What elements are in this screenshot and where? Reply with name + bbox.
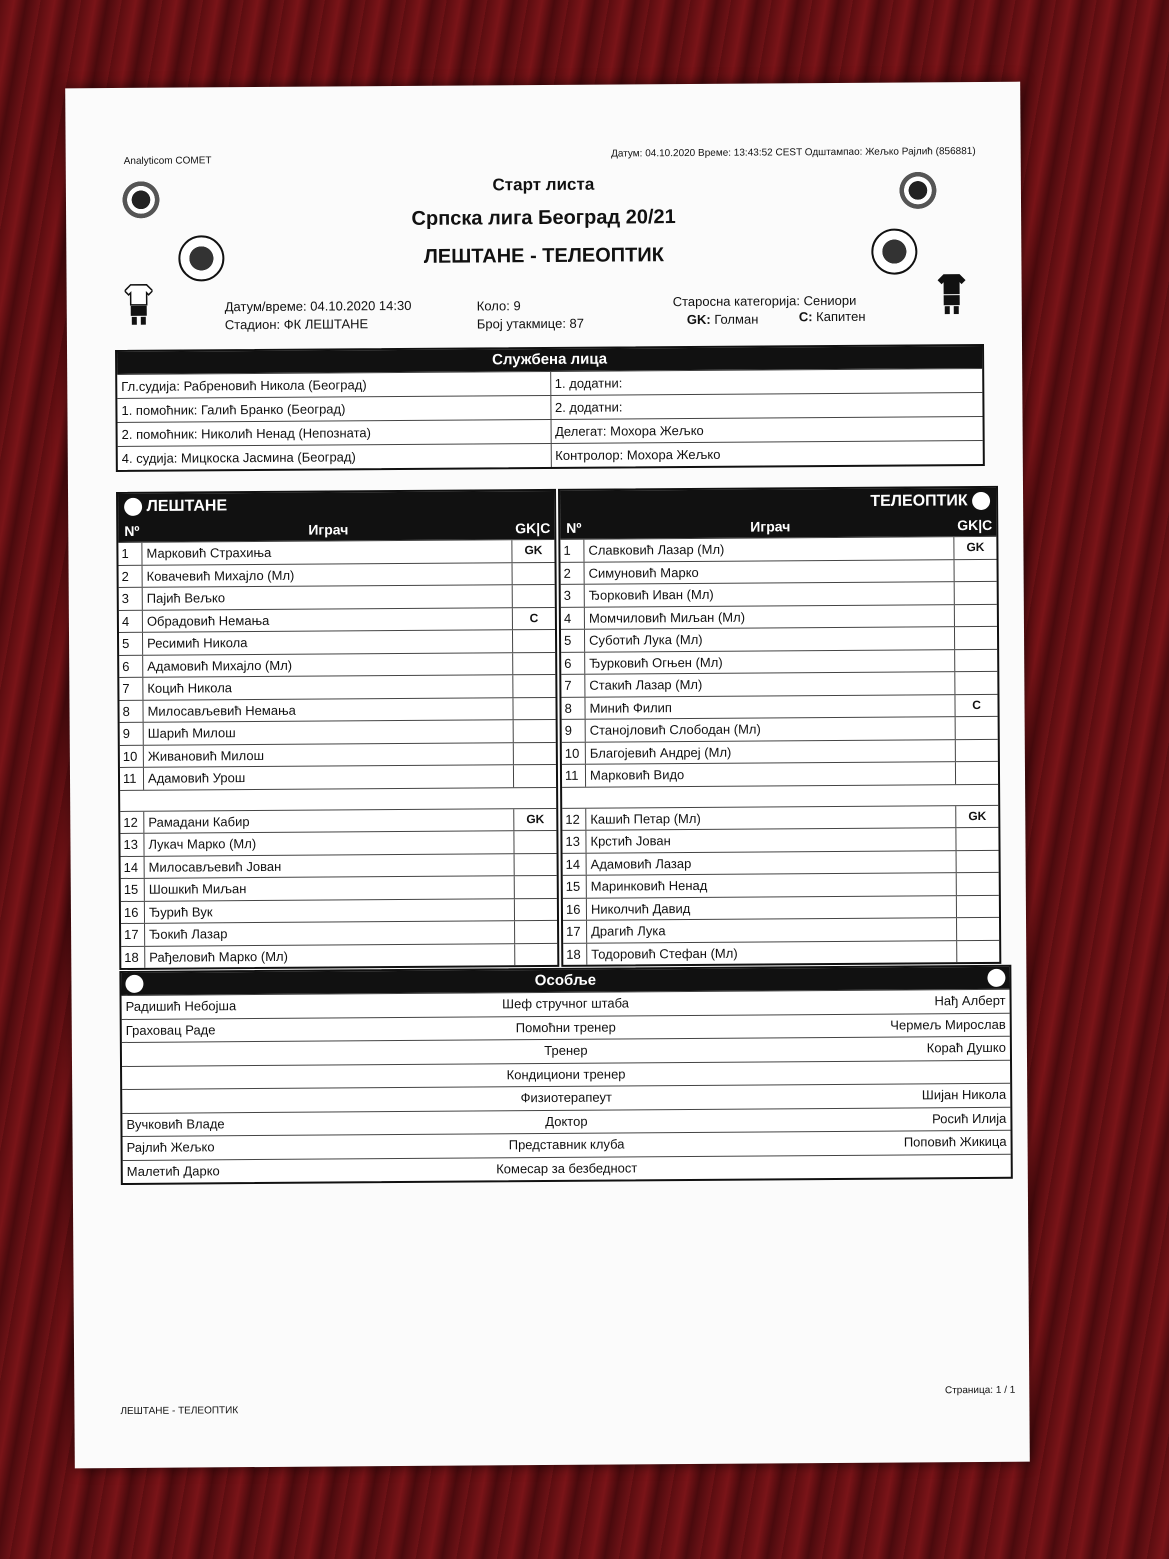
player-name: Адамовић Урош (144, 765, 514, 789)
officials-table (115, 344, 985, 472)
player-number: 12 (120, 811, 144, 833)
player-name: Минић Филип (585, 695, 955, 719)
player-role (513, 562, 555, 584)
away-team-header (560, 488, 996, 539)
player-name: Ђурковић Огњен (Мл) (585, 650, 955, 674)
staff-home-person (122, 1064, 419, 1089)
player-name: Адамовић Лазар (587, 851, 957, 875)
staff-home-person: Вучковић Владе (126, 1115, 225, 1132)
player-number: 8 (561, 697, 585, 719)
player-row (121, 920, 557, 946)
footer-match: ЛЕШТАНЕ - ТЕЛЕОПТИК (120, 1405, 239, 1417)
staff-role: Комесар за безбедност (496, 1159, 638, 1176)
staff-role: Доктор (545, 1113, 588, 1129)
player-name: Рађеловић Марко (Мл) (145, 944, 515, 968)
away-starters-list (560, 536, 998, 787)
player-name: Рамадани Кабир (144, 809, 514, 833)
player-name: Тодоровић Стефан (Мл) (587, 941, 957, 965)
player-row (120, 719, 556, 745)
player-row (119, 629, 555, 655)
player-name: Шошкић Миљан (145, 876, 515, 900)
player-row (561, 648, 997, 674)
player-name: Маринковић Ненад (587, 873, 957, 897)
player-row (121, 852, 557, 878)
player-number: 14 (563, 853, 587, 875)
away-subs-list (562, 804, 999, 965)
player-name: Коцић Никола (143, 675, 513, 699)
legend-captain (799, 309, 866, 324)
home-team-table (116, 489, 559, 970)
player-role (957, 918, 999, 940)
start-list-sheet (65, 82, 1030, 1469)
staff-home-person: Радишић Небојша (125, 998, 237, 1014)
official-left-4: 4. судија: Мицкоска Јасмина (Београд) (118, 443, 551, 470)
player-role (513, 630, 555, 652)
home-starters-list (118, 539, 556, 790)
player-role (514, 742, 556, 764)
player-name: Благојевић Андреј (Мл) (586, 740, 956, 764)
player-role: C (972, 697, 981, 712)
staff-home-person: Граховац Раде (125, 1021, 216, 1038)
player-number: 7 (561, 675, 585, 697)
player-role (957, 895, 999, 917)
away-gap (562, 783, 998, 807)
legend-c-label: C: (798, 309, 813, 325)
home-gap (120, 786, 556, 810)
staff-role: Шеф стручног штаба (502, 995, 630, 1012)
player-name: Кашић Петар (Мл) (586, 806, 956, 830)
player-row (563, 894, 999, 920)
home-team-header (118, 491, 554, 542)
staff-role: Кондициони тренер (506, 1065, 626, 1082)
player-name: Лукач Марко (Мл) (144, 831, 514, 855)
player-role: GK (524, 543, 543, 558)
player-name: Ресимић Никола (143, 630, 513, 654)
player-number: 3 (561, 585, 585, 607)
player-row (119, 561, 555, 587)
player-role (515, 876, 557, 898)
player-role (955, 604, 997, 626)
player-role (513, 652, 555, 674)
player-row (561, 693, 997, 719)
staff-away-person: Кораћ Душко (926, 1039, 1006, 1056)
away-col-no: Nº (566, 519, 582, 536)
player-name: Адамовић Михајло (Мл) (143, 653, 513, 677)
official-right-1: 1. додатни: (550, 368, 983, 395)
player-role (514, 765, 556, 787)
legend-c-text: Капитен (816, 308, 866, 325)
match-title: ЛЕШТАНЕ - ТЕЛЕОПТИК (423, 244, 664, 268)
player-number: 16 (121, 901, 145, 923)
player-number: 17 (121, 924, 145, 946)
player-role: GK (966, 539, 985, 555)
player-role (513, 585, 555, 607)
player-number: 1 (560, 540, 584, 562)
staff-away-person: Чермељ Мирослав (890, 1016, 1006, 1033)
player-row (563, 872, 999, 898)
match-round: Коло: 9 (476, 298, 521, 314)
document-title: Старт листа (492, 174, 595, 195)
player-name: Суботић Лука (Мл) (585, 627, 955, 651)
player-name: Милосављевић Јован (145, 854, 515, 878)
player-role (514, 720, 556, 742)
player-row (119, 606, 555, 632)
player-row (561, 671, 997, 697)
footer-page: Страница: 1 / 1 (944, 1384, 1016, 1397)
player-name: Крстић Јован (586, 828, 956, 852)
away-col-player: Играч (750, 518, 791, 535)
staff-role: Помоћни тренер (515, 1019, 616, 1035)
player-name: Стакић Лазар (Мл) (585, 672, 955, 696)
player-role (955, 582, 997, 604)
staff-away-person: Росић Илија (932, 1110, 1007, 1126)
staff-home-person (122, 1088, 419, 1113)
player-row (119, 651, 555, 677)
player-number: 12 (562, 808, 586, 830)
player-name: Ковачевић Михајло (Мл) (143, 563, 513, 587)
away-mini-logo-icon (972, 492, 990, 510)
player-number: 4 (119, 610, 143, 632)
player-role (955, 649, 997, 671)
legend-gk-text: Голман (714, 311, 759, 327)
player-row (561, 558, 997, 584)
header-brand: Analyticom COMET (123, 155, 212, 167)
staff-home-person: Рајлић Жељко (126, 1139, 215, 1155)
match-datetime: Датум/време: 04.10.2020 14:30 (224, 297, 412, 315)
player-name: Пајић Вељко (143, 585, 513, 609)
staff-home-logo-icon (125, 975, 143, 993)
staff-away-person (713, 1060, 1010, 1085)
player-name: Момчиловић Миљан (Мл) (585, 605, 955, 629)
player-name: Станојловић Слободан (Мл) (586, 717, 956, 741)
official-right-2: 2. додатни: (550, 392, 983, 419)
player-name: Милосављевић Немања (143, 698, 513, 722)
player-role (955, 672, 997, 694)
staff-rows (122, 989, 1011, 1183)
player-role: C (529, 610, 539, 625)
player-name: Живановић Милош (144, 743, 514, 767)
official-right-4: Контролор: Мохора Жељко (550, 440, 983, 467)
player-row (119, 584, 555, 610)
player-name: Славковић Лазар (Мл) (584, 537, 954, 561)
away-team-name: ТЕЛЕОПТИК (870, 492, 968, 510)
legend-gk-label: GK: (686, 311, 711, 328)
player-role (956, 717, 998, 739)
player-number: 8 (119, 700, 143, 722)
official-left-1: Гл.судија: Рабреновић Никола (Београд) (117, 371, 550, 398)
player-number: 6 (119, 655, 143, 677)
home-col-gkc: GK|C (515, 519, 551, 537)
player-name: Ђорковић Иван (Мл) (585, 582, 955, 606)
player-role (515, 943, 557, 965)
player-name: Николчић Давид (587, 896, 957, 920)
player-name: Ђурић Вук (145, 899, 515, 923)
player-number: 14 (121, 856, 145, 878)
player-role (955, 627, 997, 649)
official-left-2: 1. помоћник: Галић Бранко (Београд) (117, 395, 550, 422)
home-col-player: Играч (308, 521, 349, 538)
player-number: 6 (561, 652, 585, 674)
player-name: Марковић Видо (586, 762, 956, 786)
player-row (563, 917, 999, 943)
officials-title: Службена лица (117, 346, 982, 374)
player-role (515, 853, 557, 875)
home-subs-list (120, 807, 557, 968)
staff-away-person: Поповић Жикица (903, 1133, 1007, 1150)
player-role (957, 940, 999, 962)
player-name: Марковић Страхиња (142, 540, 512, 564)
legend-gk (687, 312, 759, 327)
home-team-name: ЛЕШТАНЕ (146, 497, 228, 516)
player-number: 4 (561, 607, 585, 629)
player-role (514, 831, 556, 853)
header-print-info: Датум: 04.10.2020 Време: 13:43:52 CEST Одштампао: Жељко Рајлић (856881) (611, 145, 976, 160)
player-role: GK (968, 808, 987, 823)
away-team-table (558, 486, 1001, 967)
player-row (561, 581, 997, 607)
player-role (513, 697, 555, 719)
match-stadium: Стадион: ФК ЛЕШТАНЕ (224, 316, 369, 333)
player-number: 13 (120, 834, 144, 856)
player-name: Симуновић Марко (585, 560, 955, 584)
player-number: 11 (120, 768, 144, 790)
player-number: 9 (562, 720, 586, 742)
player-role (515, 921, 557, 943)
player-role (955, 559, 997, 581)
player-row (120, 807, 556, 833)
player-row (120, 741, 556, 767)
player-number: 16 (563, 898, 587, 920)
away-col-gkc: GK|C (957, 516, 993, 534)
player-number: 7 (119, 678, 143, 700)
home-mini-logo-icon (124, 498, 142, 516)
staff-away-logo-icon (987, 969, 1005, 987)
player-role (513, 675, 555, 697)
player-number: 2 (561, 562, 585, 584)
player-number: 10 (120, 745, 144, 767)
player-row (560, 536, 996, 562)
player-number: 10 (562, 742, 586, 764)
competition-title: Српска лига Београд 20/21 (411, 206, 676, 230)
player-number: 9 (120, 723, 144, 745)
official-left-3: 2. помоћник: Николић Ненад (Непозната) (118, 419, 551, 446)
player-row (121, 875, 557, 901)
player-row (562, 761, 998, 787)
player-number: 5 (561, 630, 585, 652)
player-number: 2 (119, 565, 143, 587)
player-row (119, 696, 555, 722)
player-row (561, 626, 997, 652)
staff-role: Физиотерапеут (520, 1089, 612, 1106)
player-row (120, 764, 556, 790)
player-role: GK (526, 811, 545, 826)
player-number: 17 (563, 921, 587, 943)
staff-title: Особље (534, 971, 597, 990)
player-row (562, 827, 998, 853)
player-row (119, 674, 555, 700)
player-row (121, 942, 557, 968)
player-row (562, 804, 998, 830)
player-role (956, 739, 998, 761)
staff-away-person: Шијан Никола (921, 1086, 1007, 1103)
player-number: 15 (121, 879, 145, 901)
player-row (562, 738, 998, 764)
player-role (957, 850, 999, 872)
away-kit-icon (937, 272, 965, 314)
player-name: Драгић Лука (587, 918, 957, 942)
player-name: Шарић Милош (144, 720, 514, 744)
staff-role: Тренер (544, 1042, 588, 1059)
match-number: Број утакмице: 87 (476, 315, 585, 332)
staff-home-person: Малетић Дарко (126, 1162, 220, 1179)
player-row (562, 716, 998, 742)
player-number: 11 (562, 765, 586, 787)
official-right-3: Делегат: Мохора Жељко (550, 416, 983, 443)
staff-home-person (122, 1041, 419, 1066)
player-number: 15 (563, 876, 587, 898)
player-row (118, 539, 554, 565)
home-kit-icon (125, 283, 153, 325)
staff-away-person: Нађ Алберт (934, 992, 1006, 1009)
player-role (515, 898, 557, 920)
player-number: 18 (121, 946, 145, 968)
age-category: Старосна категорија: Сениори (672, 292, 857, 310)
staff-role: Представник клуба (508, 1136, 625, 1153)
player-row (120, 830, 556, 856)
player-row (563, 939, 999, 965)
player-role (957, 873, 999, 895)
player-number: 5 (119, 633, 143, 655)
player-number: 13 (562, 831, 586, 853)
staff-away-person (713, 1154, 1010, 1179)
player-name: Обрадовић Немања (143, 608, 513, 632)
player-row (563, 849, 999, 875)
home-col-no: Nº (124, 522, 140, 539)
staff-table (119, 965, 1012, 1185)
player-number: 18 (563, 943, 587, 965)
player-row (121, 897, 557, 923)
player-name: Ђокић Лазар (145, 921, 515, 945)
player-number: 1 (118, 543, 142, 565)
player-role (956, 828, 998, 850)
player-number: 3 (119, 588, 143, 610)
player-role (956, 762, 998, 784)
player-row (561, 603, 997, 629)
